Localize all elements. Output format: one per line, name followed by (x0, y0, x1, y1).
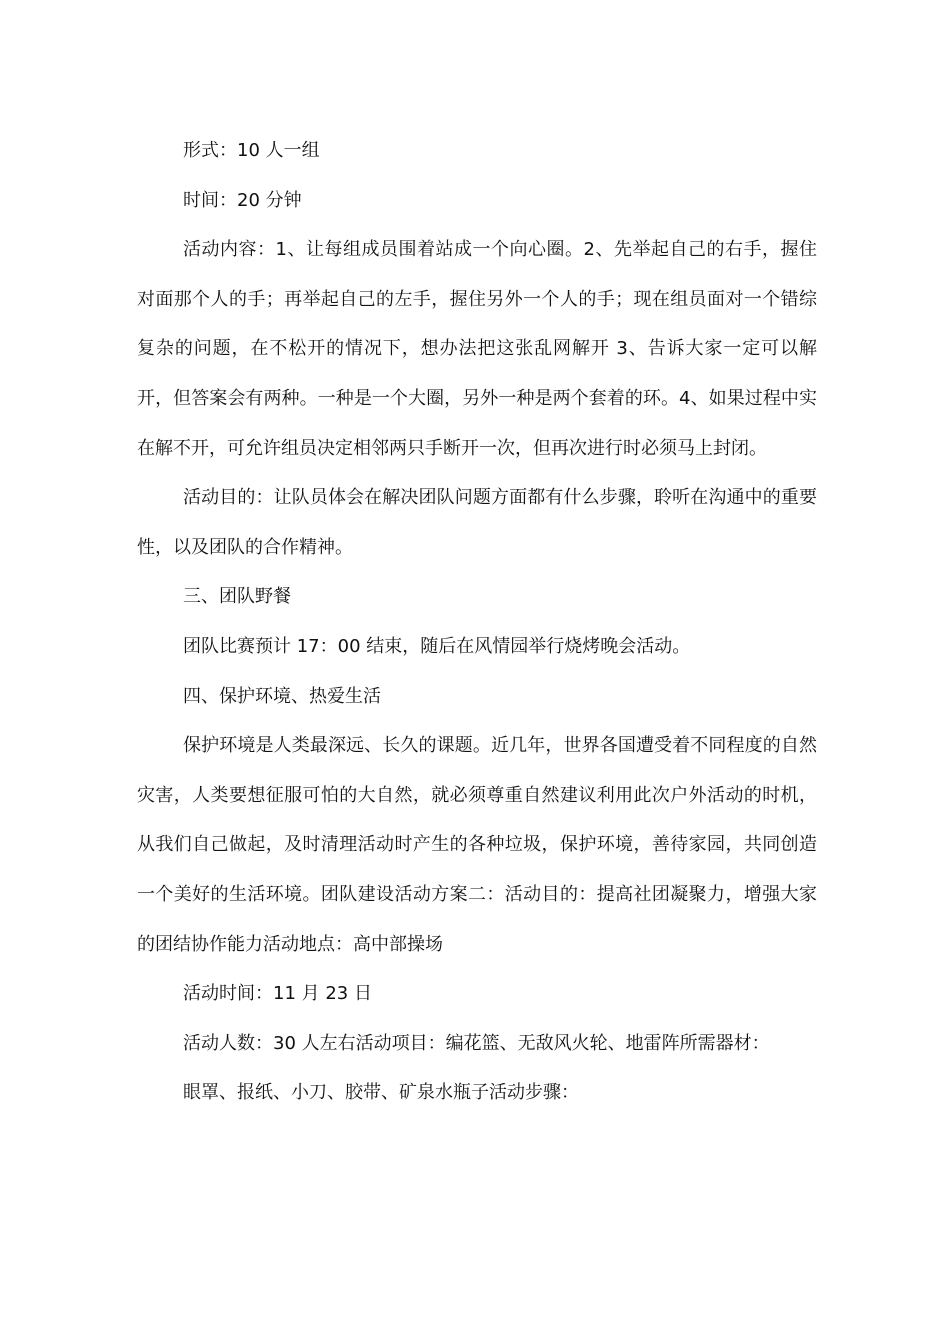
paragraph-format: 形式：10 人一组 (183, 140, 320, 161)
paragraph-picnic-details: 团队比赛预计 17：00 结束，随后在风情园举行烧烤晚会活动。 (183, 635, 691, 657)
paragraph-equipment-steps: 眼罩、报纸、小刀、胶带、矿泉水瓶子活动步骤： (183, 1082, 579, 1104)
section-heading-team-picnic: 三、团队野餐 (183, 586, 291, 608)
paragraph-activity-purpose: 活动目的：让队员体会在解决团队问题方面都有什么步骤，聆听在沟通中的重要性，以及团队的合作精神。 (137, 487, 817, 558)
paragraph-duration: 时间：20 分钟 (183, 189, 302, 211)
paragraph-participants-and-items: 活动人数：30 人左右活动项目：编花篮、无敌风火轮、地雷阵所需器材： (183, 1032, 770, 1054)
document-body (137, 126, 817, 1118)
section-heading-environment: 四、保护环境、热爱生活 (183, 685, 381, 707)
paragraph-environment: 保护环境是人类最深远、长久的课题。近几年，世界各国遭受着不同程度的自然灾害，人类要想征服可怕的大自然，就必须尊重自然建议利用此次户外活动的时机，从我们自己做起，及时清理活动时产生的各种垃圾，保护环境，善待家园，共同创造一个美好的生活环境。团队建设活动方案二：活动目的：提高社团凝聚力，增强大家的团结协作能力活动地点：高中部操场 (137, 735, 817, 955)
paragraph-activity-time: 活动时间：11 月 23 日 (183, 983, 372, 1005)
paragraph-activity-content: 活动内容：1、让每组成员围着站成一个向心圈。2、先举起自己的右手，握住对面那个人的手；再举起自己的左手，握住另外一个人的手；现在组员面对一个错综复杂的问题，在不松开的情况下，想办法把这张乱网解开 3、告诉大家一定可以解开，但答案会有两种。一种是一个大圈，另外一种是两个套着的环。4、如果过程中实在解不开，可允许组员决定相邻两只手断开一次，但再次进行时必须马上封闭。 (137, 239, 817, 459)
